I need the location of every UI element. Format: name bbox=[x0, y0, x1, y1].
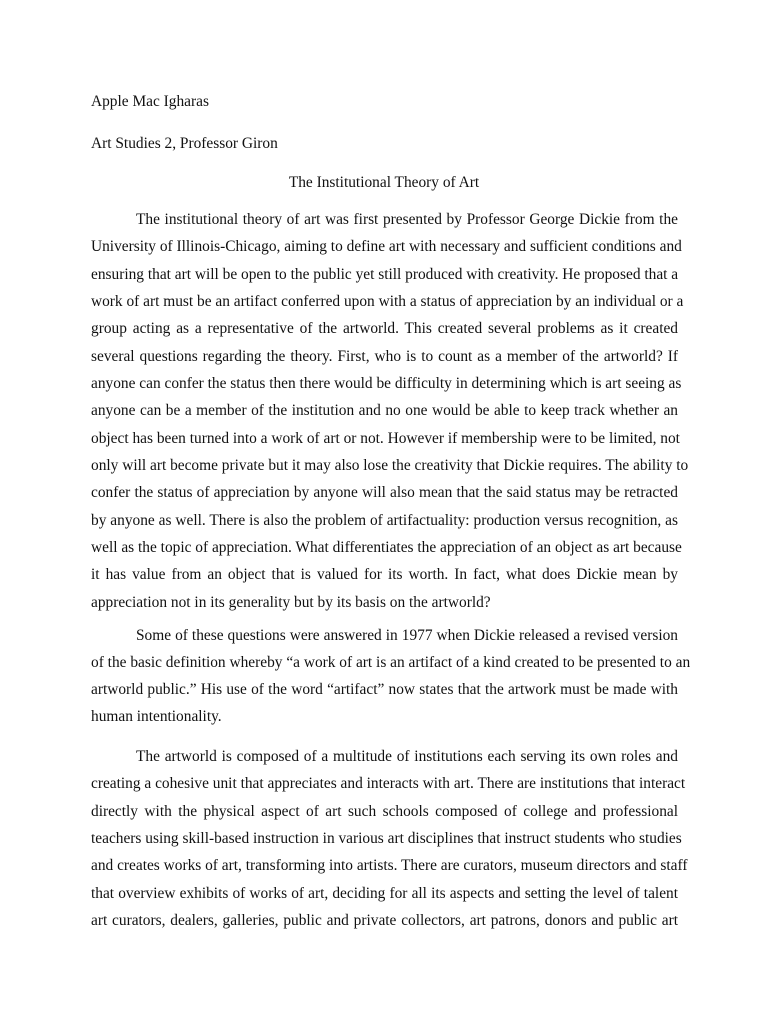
paragraph-line: only will art become private but it may also lose the creativity that Dickie requires. The ability to bbox=[91, 457, 689, 475]
paragraph-line: directly with the physical aspect of art such schools composed of college and professional bbox=[91, 802, 678, 820]
paragraph-2 bbox=[91, 622, 691, 730]
paragraph-line: well as the topic of appreciation. What differentiates the appreciation of an object as art because bbox=[91, 539, 682, 557]
paragraph-line: confer the status of appreciation by anyone will also mean that the said status may be retracted bbox=[91, 484, 678, 502]
paragraph-line: that overview exhibits of works of art, deciding for all its aspects and setting the level of talent bbox=[91, 884, 678, 902]
paragraph-line: anyone can be a member of the institution and no one would be able to keep track whether an bbox=[91, 402, 678, 420]
paragraph-1 bbox=[91, 206, 689, 616]
paragraph-line: art curators, dealers, galleries, public and private collectors, art patrons, donors and public art bbox=[91, 912, 678, 930]
paragraph-line: human intentionality. bbox=[91, 708, 222, 725]
paragraph-line: by anyone as well. There is also the problem of artifactuality: production versus recognition, as bbox=[91, 511, 678, 529]
paragraph-line: work of art must be an artifact conferred upon with a status of appreciation by an individual or a bbox=[91, 293, 684, 311]
paragraph-line: it has value from an object that is valued for its worth. In fact, what does Dickie mean by bbox=[91, 566, 678, 584]
paragraph-line: anyone can confer the status then there would be difficulty in determining which is art seeing as bbox=[91, 375, 682, 393]
course-line: Art Studies 2, Professor Giron bbox=[91, 135, 278, 152]
author-name: Apple Mac Igharas bbox=[91, 93, 209, 110]
paragraph-line: creating a cohesive unit that appreciates and interacts with art. There are institutions that interact bbox=[91, 775, 686, 793]
paragraph-line: appreciation not in its generality but by its basis on the artworld? bbox=[91, 593, 491, 611]
paragraph-line: The artworld is composed of a multitude of institutions each serving its own roles and bbox=[136, 748, 678, 765]
paragraph-line: and creates works of art, transforming into artists. There are curators, museum directors and staff bbox=[91, 857, 688, 875]
paragraph-line: artworld public.” His use of the word “artifact” now states that the artwork must be made with bbox=[91, 681, 678, 698]
paragraph-line: several questions regarding the theory. First, who is to count as a member of the artworld? If bbox=[91, 347, 678, 365]
paragraph-line: group acting as a representative of the artworld. This created several problems as it created bbox=[91, 320, 678, 338]
paragraph-line: Some of these questions were answered in 1977 when Dickie released a revised version bbox=[136, 627, 678, 644]
paragraph-line: ensuring that art will be open to the public yet still produced with creativity. He proposed that a bbox=[91, 265, 679, 283]
paragraph-3 bbox=[91, 743, 688, 934]
paragraph-line: teachers using skill-based instruction in various art disciplines that instruct students who studies bbox=[91, 830, 682, 848]
paragraph-line: The institutional theory of art was first presented by Professor George Dickie from the bbox=[136, 211, 678, 228]
document-title: The Institutional Theory of Art bbox=[288, 174, 480, 191]
paragraph-line: University of Illinois-Chicago, aiming to define art with necessary and sufficient conditions and bbox=[91, 238, 682, 256]
paragraph-line: object has been turned into a work of art or not. However if membership were to be limited, not bbox=[91, 429, 680, 447]
paragraph-line: of the basic definition whereby “a work of art is an artifact of a kind created to be presented to an bbox=[91, 654, 691, 671]
